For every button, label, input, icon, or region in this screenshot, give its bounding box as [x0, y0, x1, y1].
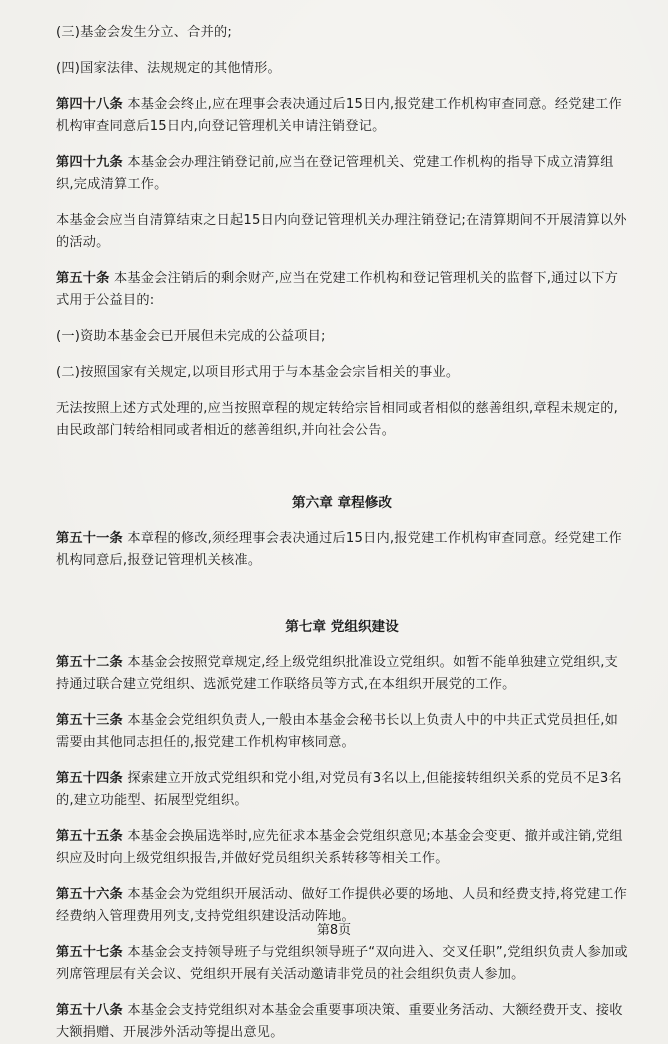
article-57 [56, 942, 628, 986]
paragraph-p1 [56, 22, 628, 44]
paragraph-text: (一)资助本基金会已开展但未完成的公益项目; [56, 329, 326, 344]
article-number: 第五十七条 [56, 945, 123, 960]
paragraph-text: 本基金会党组织负责人,一般由本基金会秘书长以上负责人中的中共正式党员担任,如需要由其他同志担任的,报党建工作机构审核同意。 [56, 713, 619, 750]
article-number: 第五十四条 [56, 771, 123, 786]
paragraph-text: 本基金会应当自清算结束之日起15日内向登记管理机关办理注销登记;在清算期间不开展清算以外的活动。 [56, 213, 627, 250]
article-54 [56, 768, 628, 812]
paragraph-p5 [56, 210, 628, 254]
paragraph-text: 探索建立开放式党组织和党小组,对党员有3名以上,但能接转组织关系的党员不足3名的,建立功能型、拓展型党组织。 [56, 771, 622, 808]
article-number: 第五十五条 [56, 829, 123, 844]
article-number: 第五十三条 [56, 713, 123, 728]
chapter-6-title: 第六章 章程修改 [292, 495, 392, 511]
page-number: 第8页 [316, 923, 352, 938]
article-number: 第五十六条 [56, 887, 123, 902]
article-number: 第五十八条 [56, 1003, 123, 1018]
article-48 [56, 94, 628, 138]
paragraph-text: 本基金会按照党章规定,经上级党组织批准设立党组织。如暂不能单独建立党组织,支持通过联合建立党组织、选派党建工作联络员等方式,在本组织开展党的工作。 [56, 655, 619, 692]
article-51 [56, 528, 628, 572]
article-number: 第四十九条 [56, 155, 123, 170]
article-52 [56, 652, 628, 696]
paragraph-text: 本章程的修改,须经理事会表决通过后15日内,报党建工作机构审查同意。经党建工作机构同意后,报登记管理机关核准。 [56, 531, 622, 568]
paragraph-p9 [56, 398, 628, 442]
article-55 [56, 826, 628, 870]
article-number: 第五十条 [56, 271, 110, 286]
paragraph-text: 本基金会支持领导班子与党组织领导班子“双向进入、交叉任职”,党组织负责人参加或列席管理层有关会议、党组织开展有关活动邀请非党员的社会组织负责人参加。 [56, 945, 628, 982]
paragraph-text: 本基金会支持党组织对本基金会重要事项决策、重要业务活动、大额经费开支、接收大额捐赠、开展涉外活动等提出意见。 [56, 1003, 623, 1040]
chapter-7-title: 第七章 党组织建设 [285, 619, 399, 635]
article-49 [56, 152, 628, 196]
paragraph-text: 本基金会为党组织开展活动、做好工作提供必要的场地、人员和经费支持,将党建工作经费纳入管理费用列支,支持党组织建设活动阵地。 [56, 887, 628, 924]
paragraph-text: 本基金会办理注销登记前,应当在登记管理机关、党建工作机构的指导下成立清算组织,完成清算工作。 [56, 155, 614, 192]
paragraph-text: 本基金会终止,应在理事会表决通过后15日内,报党建工作机构审查同意。经党建工作机构审查同意后15日内,向登记管理机关申请注销登记。 [56, 97, 622, 134]
paragraph-p2 [56, 58, 628, 80]
paragraph-p7 [56, 326, 628, 348]
paragraph-text: 本基金会注销后的剩余财产,应当在党建工作机构和登记管理机关的监督下,通过以下方式用于公益目的: [56, 271, 619, 308]
paragraph-text: (三)基金会发生分立、合并的; [56, 25, 232, 40]
article-53 [56, 710, 628, 754]
article-58 [56, 1000, 628, 1044]
paragraph-text: (二)按照国家有关规定,以项目形式用于与本基金会宗旨相关的事业。 [56, 365, 460, 380]
paragraph-text: (四)国家法律、法规规定的其他情形。 [56, 61, 281, 76]
article-50 [56, 268, 628, 312]
paragraph-p8 [56, 362, 628, 384]
article-number: 第五十一条 [56, 531, 123, 546]
paragraph-text: 无法按照上述方式处理的,应当按照章程的规定转给宗旨相同或者相似的慈善组织,章程未规定的,由民政部门转给相同或者相近的慈善组织,并向社会公告。 [56, 401, 619, 438]
article-number: 第五十二条 [56, 655, 123, 670]
paragraph-text: 本基金会换届选举时,应先征求本基金会党组织意见;本基金会变更、撤并或注销,党组织应及时向上级党组织报告,并做好党员组织关系转移等相关工作。 [56, 829, 623, 866]
article-number: 第四十八条 [56, 97, 123, 112]
